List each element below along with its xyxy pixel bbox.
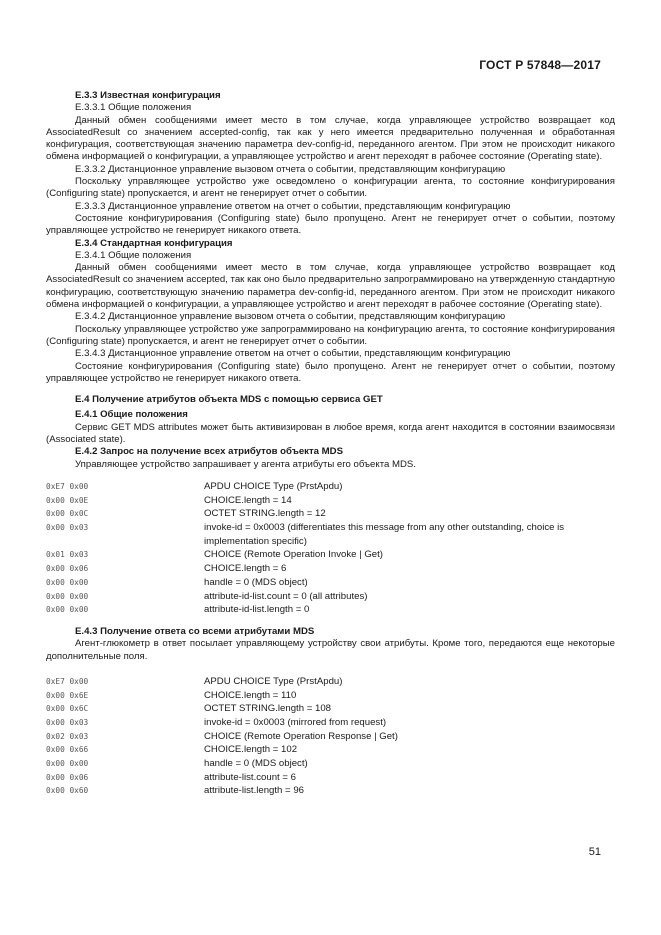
field-description: invoke-id = 0x0003 (differentiates this message from any other outstanding, choice is implementation specific) <box>204 522 565 547</box>
field-description: CHOICE.length = 6 <box>204 563 287 575</box>
hex-bytes: 0x00 0x00 <box>46 577 89 587</box>
section-e343-title: Е.3.4.3 Дистанционное управление ответом на отчет о событии, представляющим конфигурацию <box>75 348 511 360</box>
section-e41-text: Сервис GET MDS attributes может быть активизирован в любое время, когда агент находится в состоянии взаимосвязи (Associated state). <box>46 421 615 446</box>
code-line <box>46 576 615 590</box>
hex-bytes: 0x00 0x00 <box>46 591 89 601</box>
field-description: attribute-id-list.count = 0 (all attributes) <box>204 590 368 602</box>
hex-bytes: 0x01 0x03 <box>46 550 89 560</box>
code-line <box>46 494 615 508</box>
code-line <box>46 507 615 521</box>
document-header: ГОСТ Р 57848—2017 <box>479 58 601 72</box>
hex-bytes: 0x00 0x00 <box>46 759 89 769</box>
hex-bytes: 0x00 0x00 <box>46 605 89 615</box>
field-description: APDU CHOICE Type (PrstApdu) <box>204 480 343 492</box>
code-line <box>46 603 615 617</box>
field-description: CHOICE (Remote Operation Response | Get) <box>204 730 398 742</box>
field-description: CHOICE.length = 14 <box>204 494 292 506</box>
field-description: attribute-list.length = 96 <box>204 785 304 797</box>
hex-bytes: 0x00 0x06 <box>46 772 89 782</box>
section-e4-title: Е.4 Получение атрибутов объекта MDS с помощью сервиса GET <box>75 394 383 406</box>
section-e42-text: Управляющее устройство запрашивает у агента атрибуты его объекта MDS. <box>75 458 416 470</box>
code-line <box>46 675 615 689</box>
section-e331-title: Е.3.3.1 Общие положения <box>75 102 192 114</box>
section-e341-title: Е.3.4.1 Общие положения <box>75 249 192 261</box>
field-description: handle = 0 (MDS object) <box>204 576 308 588</box>
section-e43-text: Агент-глюкометр в ответ посылает управляющему устройству свои атрибуты. Кроме того, передаются еще некоторые дополнительные поля. <box>46 638 615 662</box>
field-description: handle = 0 (MDS object) <box>204 758 308 770</box>
hex-bytes: 0x00 0x6C <box>46 704 89 714</box>
section-e332-title: Е.3.3.2 Дистанционное управление вызовом отчета о событии, представляющим конфигурацию <box>75 163 506 175</box>
code-line <box>46 521 615 548</box>
code-line <box>46 716 615 730</box>
field-description: APDU CHOICE Type (PrstApdu) <box>204 675 343 687</box>
section-e42-title: Е.4.2 Запрос на получение всех атрибутов объекта MDS <box>75 446 343 458</box>
field-description: OCTET STRING.length = 12 <box>204 508 326 520</box>
hex-bytes: 0xE7 0x00 <box>46 481 89 491</box>
section-e331-text: Данный обмен сообщениями имеет место в том случае, когда управляющее устройство возвращает код AssociatedResult со значением accepted-config, так как у него имеется предварительно полученная и обработанная конфигурация, соответствующая значению параметра dev-config-id, переданного агентом. При этом не происходит никакого обмена информацией о конфигурации, а управляющее устройство и агент переходят в рабочее состояние (Operating state). <box>46 114 615 163</box>
field-description: CHOICE.length = 102 <box>204 744 298 756</box>
hex-bytes: 0x02 0x03 <box>46 731 89 741</box>
section-e43-title: Е.4.3 Получение ответа со всеми атрибутами MDS <box>75 625 315 637</box>
code-line <box>46 548 615 562</box>
code-line <box>46 562 615 576</box>
hex-bytes: 0x00 0x03 <box>46 523 89 533</box>
field-description: OCTET STRING.length = 108 <box>204 703 331 715</box>
hex-bytes: 0x00 0x66 <box>46 745 89 755</box>
section-e33-title: Е.3.3 Известная конфигурация <box>75 90 221 101</box>
section-e341-text: Данный обмен сообщениями имеет место в том случае, когда управляющее устройство возвращает код AssociatedResult со значением accepted, так как оно было предварительно запрограммировано на утвержденную стандартную конфигурацию, соответствующую значению параметра dev-config-id, переданного агентом. При этом не происходит никакого обмена информацией о конфигурации, а управляющее устройство и агент переходят в рабочее состояние (Operating state). <box>46 262 615 311</box>
section-e332-text: Поскольку управляющее устройство уже осведомлено о конфигурации агента, то состояние конфигурирования (Configuring state) пропускается, и агент не генерирует отчет о событии. <box>46 176 615 200</box>
code-listing-response <box>46 675 615 798</box>
page-content <box>46 90 615 804</box>
code-line <box>46 730 615 744</box>
section-e34-title: Е.3.4 Стандартная конфигурация <box>75 237 233 249</box>
field-description: CHOICE.length = 110 <box>204 689 297 701</box>
section-e342-text: Поскольку управляющее устройство уже запрограммировано на конфигурацию агента, то состояние конфигурирования (Configuring state) пропускается, и агент не генерирует отчет о событии. <box>46 323 615 347</box>
code-line <box>46 689 615 703</box>
section-e333-text: Состояние конфигурирования (Configuring state) было пропущено. Агент не генерирует отчет о событии, поэтому управляющее устройство не генерирует никакого ответа. <box>46 212 615 237</box>
section-e342-title: Е.3.4.2 Дистанционное управление вызовом отчета о событии, представляющим конфигурацию <box>75 311 506 323</box>
code-line <box>46 771 615 785</box>
code-line <box>46 702 615 716</box>
field-description: invoke-id = 0x0003 (mirrored from request) <box>204 716 387 728</box>
field-description: CHOICE (Remote Operation Invoke | Get) <box>204 549 383 561</box>
hex-bytes: 0x00 0x0E <box>46 495 89 505</box>
section-e333-title: Е.3.3.3 Дистанционное управление ответом на отчет о событии, представляющим конфигурацию <box>75 200 511 212</box>
hex-bytes: 0x00 0x6E <box>46 690 89 700</box>
field-description: attribute-list.count = 6 <box>204 771 296 783</box>
page-number: 51 <box>588 846 601 858</box>
section-e41-title: Е.4.1 Общие положения <box>75 409 188 421</box>
code-line <box>46 784 615 798</box>
hex-bytes: 0x00 0x06 <box>46 564 89 574</box>
hex-bytes: 0x00 0x60 <box>46 786 89 796</box>
section-e343-text: Состояние конфигурирования (Configuring state) было пропущено. Агент не генерирует отчет о событии, поэтому управляющее устройство не генерирует никакого ответа. <box>46 360 615 384</box>
code-line <box>46 757 615 771</box>
hex-bytes: 0x00 0x0C <box>46 509 89 519</box>
code-line <box>46 743 615 757</box>
field-description: attribute-id-list.length = 0 <box>204 604 310 616</box>
hex-bytes: 0xE7 0x00 <box>46 676 89 686</box>
hex-bytes: 0x00 0x03 <box>46 717 89 727</box>
code-line <box>46 590 615 604</box>
code-line <box>46 480 615 494</box>
code-listing-request <box>46 480 615 617</box>
